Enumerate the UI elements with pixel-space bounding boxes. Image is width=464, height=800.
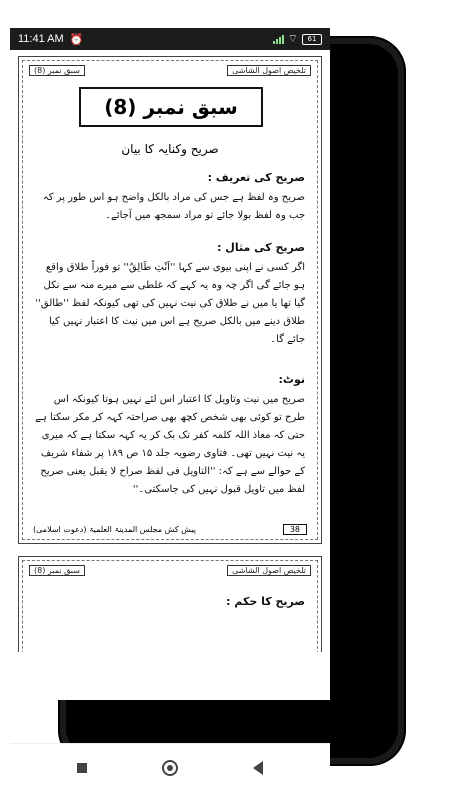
lesson-title: سبق نمبر (8) [79, 87, 263, 127]
status-time: 11:41 AM [18, 33, 64, 45]
header-lesson: سبق نمبر (8) [29, 565, 85, 576]
header-book-title: تلخیص اصول الشاشی [227, 65, 311, 76]
back-icon [253, 761, 263, 775]
section-example [35, 237, 305, 349]
page-footer [33, 521, 307, 537]
alarm-icon: ⏰ [69, 32, 84, 46]
section-heading: صریح کی تعریف : [207, 171, 305, 184]
page-header [29, 63, 311, 77]
status-icons [273, 32, 322, 46]
lesson-subtitle: صریح وکنایہ کا بیان [121, 142, 219, 156]
home-button[interactable] [161, 759, 179, 777]
document-page [18, 56, 322, 544]
home-icon [162, 760, 178, 776]
document-page-next [18, 556, 322, 652]
footer-text: پیش کش مجلس المدینۃ العلمیۃ (دعوت اسلامی) [33, 524, 197, 534]
section-heading: صریح کی مثال : [217, 241, 305, 254]
section-body: اگر کسی نے اپنی بیوی سے کہا ''اَنْتِ طَالِقٌ'' تو فوراً طلاق واقع ہو جائے گی اگر چہ وہ یہ کہے کہ غلطی سے میرے منہ سے نکل گیا تھا یا میں نے طلاق کی نیت نہیں کی تھی کیونکہ لفظ ''طالق'' طلاق دینے میں بالکل صریح ہے اس میں نیت کا اعتبار نہیں کیا جائے گا۔ [35, 262, 305, 345]
battery-icon: 61 [302, 34, 322, 45]
section-heading: صریح کا حکم : [226, 595, 305, 608]
page-header [29, 563, 311, 577]
status-bar [10, 28, 330, 50]
navigation-bar [10, 743, 330, 792]
section-definition [35, 167, 305, 225]
section-note [35, 369, 305, 499]
square-icon [77, 763, 87, 773]
wifi-icon: ⌔ [287, 32, 298, 45]
section-heading: نوٹ: [278, 373, 305, 386]
app-screen [10, 28, 330, 700]
header-lesson: سبق نمبر (8) [29, 65, 85, 76]
section-ruling [35, 591, 305, 613]
signal-icon [273, 34, 284, 44]
back-button[interactable] [249, 759, 267, 777]
recent-apps-button[interactable] [73, 759, 91, 777]
section-body: صریح وہ لفظ ہے جس کی مراد بالکل واضح ہو اس طور پر کہ جب وہ لفظ بولا جائے تو مراد سمجھ میں آجائے۔ [42, 192, 305, 221]
page-number: 38 [283, 524, 307, 535]
document-viewer[interactable] [10, 50, 330, 652]
header-book-title: تلخیص اصول الشاشی [227, 565, 311, 576]
section-body: صریح میں نیت وتاویل کا اعتبار اس لئے نہیں ہوتا کیونکہ اس طرح تو کوئی بھی شخص کچھ بھی صراحتہ کہہ کر مکر سکتا ہے حتی کہ معاذ اللہ کلمہ کفر تک بک کر یہ کہہ سکتا ہے کہ میری یہ نیت نہیں تھی۔ فتاوی رضویہ جلد ۱۵ ص ۱۸۹ پر شفاء شریف کے حوالے سے ہے کہ: ''التاویل فی لفظ صراح لا یقبل یعنی صریح لفظ میں تاویل قبول نہیں کی جاسکتی۔'' [35, 394, 305, 495]
